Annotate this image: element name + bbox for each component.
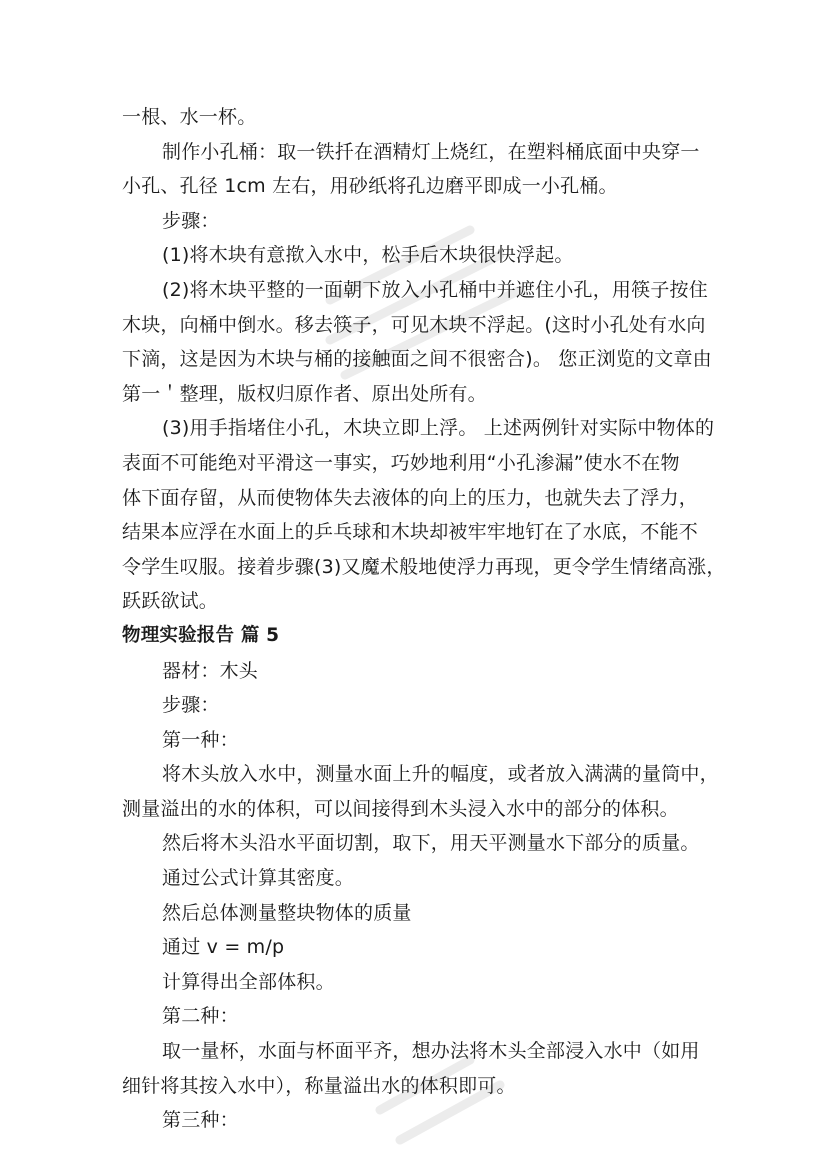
text-line: 结果本应浮在水面上的乒乓球和木块却被牢牢地钉在了水底，不能不 (122, 521, 699, 544)
text-line: 一根、水一杯。 (122, 106, 257, 128)
text-line: 表面不可能绝对平滑这一事实，巧妙地利用“小孔渗漏”使水不在物 (122, 451, 680, 474)
text-line: 第三种： (162, 1109, 239, 1132)
text-line: 第二种： (162, 1005, 239, 1028)
text-line: 然后将木头沿水平面切割，取下，用天平测量水下部分的质量。 (162, 832, 700, 855)
text-line: 令学生叹服。接着步骤(3)又魔术般地使浮力再现，更令学生情绪高涨， (122, 555, 726, 578)
document-body (122, 100, 726, 1138)
text-line: 细针将其按入水中），称量溢出水的体积即可。 (122, 1074, 516, 1097)
text-line: 第一种： (162, 728, 239, 751)
text-line: 第一＇整理，版权归原作者、原出处所有。 (122, 382, 487, 405)
text-line: 木块，向桶中倒水。移去筷子，可见木块不浮起。(这时小孔处有水向 (122, 313, 706, 336)
text-line: 器材：木头 (162, 659, 259, 682)
text-line: 下滴，这是因为木块与桶的接触面之间不很密合)。 您正浏览的文章由 (122, 348, 712, 371)
section-heading: 物理实验报告 篇 5 (122, 624, 280, 646)
text-line: 步骤： (162, 209, 220, 232)
text-line: (2)将木块平整的一面朝下放入小孔桶中并遮住小孔，用筷子按住 (162, 278, 708, 301)
text-line: 取一量杯，水面与杯面平齐，想办法将木头全部浸入水中（如用 (162, 1040, 700, 1063)
text-line: 步骤： (162, 694, 220, 717)
text-line: 跃跃欲试。 (122, 590, 219, 613)
text-line: 然后总体测量整块物体的质量 (162, 901, 412, 924)
text-line: (1)将木块有意揿入水中，松手后木块很快浮起。 (162, 244, 574, 267)
text-line: 小孔、孔径 1cm 左右，用砂纸将孔边磨平即成一小孔桶。 (122, 175, 618, 198)
text-line: 测量溢出的水的体积，可以间接得到木头浸入水中的部分的体积。 (122, 797, 679, 820)
text-line: 通过 v = m/p (162, 936, 285, 959)
text-line: 计算得出全部体积。 (162, 970, 335, 993)
text-line: 制作小孔桶：取一铁扦在酒精灯上烧红，在塑料桶底面中央穿一 (162, 140, 700, 163)
text-line: 将木头放入水中，测量水面上升的幅度，或者放入满满的量筒中， (162, 763, 719, 786)
text-line: (3)用手指堵住小孔，木块立即上浮。 上述两例针对实际中物体的 (162, 417, 715, 440)
text-line: 通过公式计算其密度。 (162, 867, 355, 890)
text-line: 体下面存留，从而使物体失去液体的向上的压力，也就失去了浮力， (122, 486, 699, 509)
